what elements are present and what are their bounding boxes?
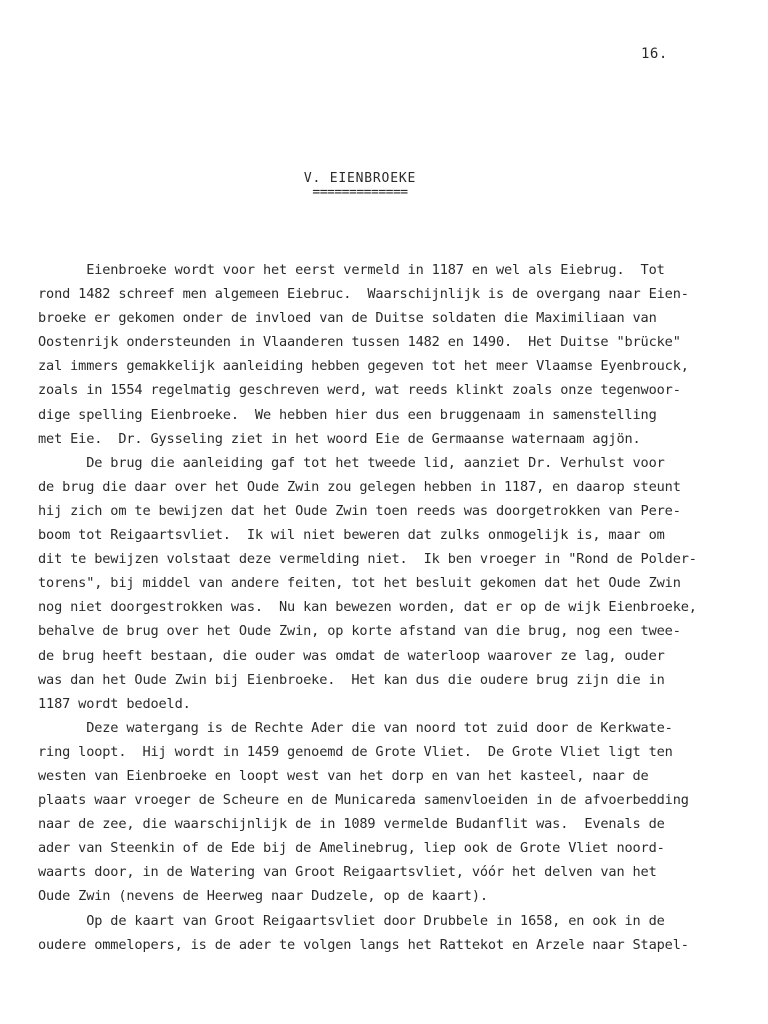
text-line: ader van Steenkin of de Ede bij de Amelinebrug, liep ook de Grote Vliet noord- <box>38 840 665 857</box>
text-line: oudere ommelopers, is de ader te volgen langs het Rattekot en Arzele naar Stapel- <box>38 936 689 953</box>
text-line: Oude Zwin (nevens de Heerweg naar Dudzele, op de kaart). <box>38 888 488 905</box>
text-line: behalve de brug over het Oude Zwin, op korte afstand van die brug, nog een twee- <box>38 623 681 640</box>
text-line: dit te bewijzen volstaat deze vermelding niet. Ik ben vroeger in "Rond de Polder- <box>38 551 697 568</box>
body-text <box>38 258 738 957</box>
text-line: hij zich om te bewijzen dat het Oude Zwin toen reeds was doorgetrokken van Pere- <box>38 502 681 519</box>
text-line: de brug heeft bestaan, die ouder was omdat de waterloop waarover ze lag, ouder <box>38 647 665 664</box>
text-line: broeke er gekomen onder de invloed van de Duitse soldaten die Maximiliaan van <box>38 310 657 327</box>
text-line: Op de kaart van Groot Reigaartsvliet door Drubbele in 1658, en ook in de <box>38 912 665 929</box>
text-line: Deze watergang is de Rechte Ader die van noord tot zuid door de Kerkwate- <box>38 719 673 736</box>
text-line: zoals in 1554 regelmatig geschreven werd, wat reeds klinkt zoals onze tegenwoor- <box>38 382 681 399</box>
text-line: boom tot Reigaartsvliet. Ik wil niet beweren dat zulks onmogelijk is, maar om <box>38 527 665 544</box>
text-line: 1187 wordt bedoeld. <box>38 695 191 712</box>
text-line: zal immers gemakkelijk aanleiding hebben gegeven tot het meer Vlaamse Eyenbrouck, <box>38 358 689 375</box>
text-line: was dan het Oude Zwin bij Eienbroeke. Het kan dus die oudere brug zijn die in <box>38 671 665 688</box>
text-line: nog niet doorgestrokken was. Nu kan bewezen worden, dat er op de wijk Eienbroeke, <box>38 599 697 616</box>
text-line: De brug die aanleiding gaf tot het tweede lid, aanziet Dr. Verhulst voor <box>38 454 665 471</box>
text-line: met Eie. Dr. Gysseling ziet in het woord Eie de Germaanse waternaam agjön. <box>38 430 641 447</box>
title-underline: ============= <box>312 185 408 200</box>
text-line: rond 1482 schreef men algemeen Eiebruc. Waarschijnlijk is de overgang naar Eien- <box>38 286 689 303</box>
text-line: ring loopt. Hij wordt in 1459 genoemd de Grote Vliet. De Grote Vliet ligt ten <box>38 743 673 760</box>
text-line: Eienbroeke wordt voor het eerst vermeld in 1187 en wel als Eiebrug. Tot <box>38 262 665 278</box>
text-line: plaats waar vroeger de Scheure en de Municareda samenvloeiden in de afvoerbedding <box>38 792 689 809</box>
text-line: de brug die daar over het Oude Zwin zou gelegen hebben in 1187, en daarop steunt <box>38 478 681 495</box>
text-line: dige spelling Eienbroeke. We hebben hier dus een bruggenaam in samenstelling <box>38 406 657 423</box>
text-line: naar de zee, die waarschijnlijk de in 1089 vermelde Budanflit was. Evenals de <box>38 816 665 833</box>
text-line: westen van Eienbroeke en loopt west van het dorp en van het kasteel, naar de <box>38 767 649 784</box>
text-line: waarts door, in de Watering van Groot Reigaartsvliet, vóór het delven van het <box>38 864 657 881</box>
chapter-title: V. EIENBROEKE <box>303 171 417 186</box>
text-line: Oostenrijk ondersteunden in Vlaanderen tussen 1482 en 1490. Het Duitse "brücke" <box>38 334 681 351</box>
page-number: 16. <box>641 46 668 62</box>
text-line: torens", bij middel van andere feiten, tot het besluit gekomen dat het Oude Zwin <box>38 575 681 592</box>
